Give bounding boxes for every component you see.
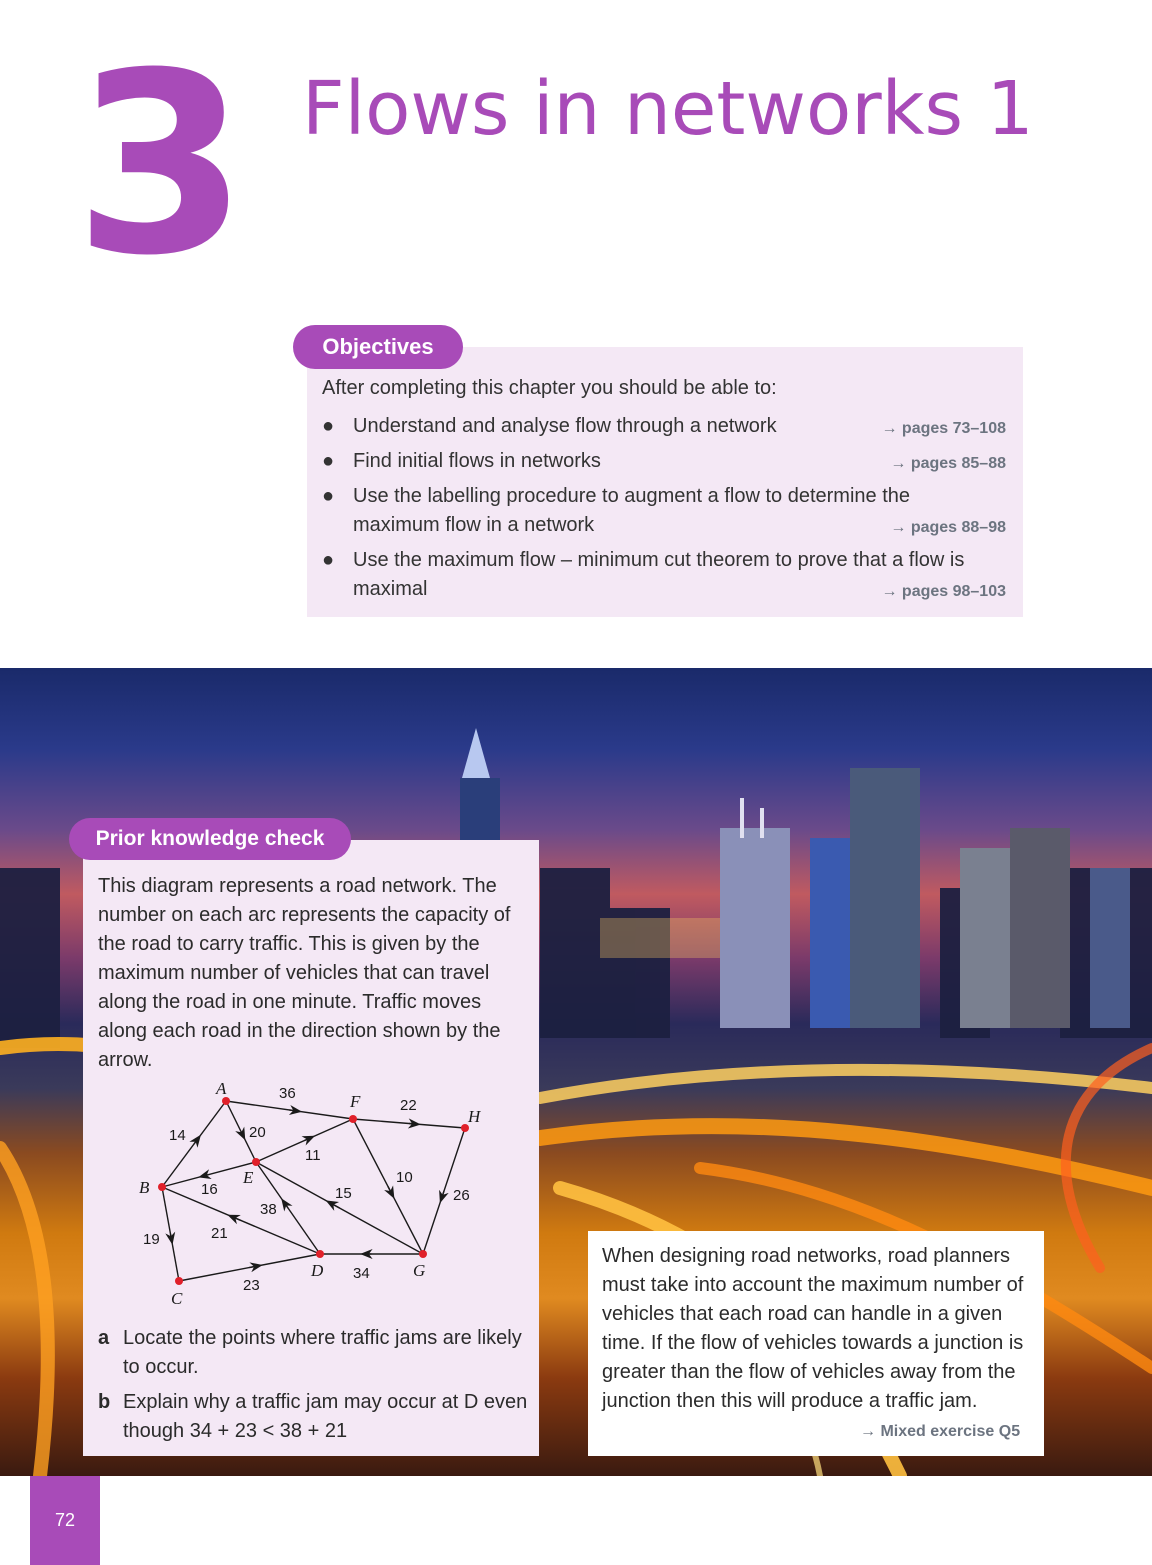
arc-arrow-icon bbox=[171, 1234, 172, 1239]
node-label: E bbox=[243, 1168, 254, 1187]
objective-text: Use the maximum flow – minimum cut theorem to prove that a flow is maximal bbox=[353, 549, 965, 600]
arc-capacity-label: 14 bbox=[169, 1127, 186, 1144]
arc-arrow-icon bbox=[233, 1217, 241, 1220]
question-list bbox=[98, 1324, 530, 1452]
arc-capacity-label: 36 bbox=[279, 1085, 296, 1102]
bullet-icon: ● bbox=[322, 415, 335, 437]
arc-capacity-label: 11 bbox=[305, 1147, 321, 1164]
prior-knowledge-heading: Prior knowledge check bbox=[69, 818, 351, 860]
chapter-title: Flows in networks 1 bbox=[302, 66, 1034, 152]
node-label: A bbox=[216, 1079, 227, 1098]
arc-capacity-label: 22 bbox=[400, 1097, 417, 1114]
page-reference-link[interactable]: → pages 85–88 bbox=[890, 455, 1006, 472]
node-label: D bbox=[311, 1261, 324, 1280]
objective-text: Use the labelling procedure to augment a flow to determine the maximum flow in a network bbox=[353, 485, 911, 536]
arc-arrow-icon bbox=[194, 1140, 197, 1144]
page-reference-link[interactable]: → pages 73–108 bbox=[881, 420, 1006, 437]
question-text: Locate the points where traffic jams are likely to occur. bbox=[123, 1327, 522, 1378]
question-item bbox=[98, 1324, 530, 1382]
arc-capacity-label: 38 bbox=[260, 1201, 277, 1218]
objective-item bbox=[322, 482, 1012, 540]
arc-arrow-icon bbox=[331, 1203, 339, 1208]
arc-capacity-label: 10 bbox=[396, 1169, 413, 1186]
objective-item bbox=[322, 447, 1012, 476]
node-B bbox=[158, 1183, 166, 1191]
node-F bbox=[349, 1115, 357, 1123]
objectives-intro: After completing this chapter you should be able to: bbox=[322, 377, 777, 399]
objective-text: Understand and analyse flow through a network bbox=[353, 415, 777, 437]
arc-capacity-label: 15 bbox=[335, 1185, 352, 1202]
arc-capacity-label: 21 bbox=[211, 1225, 228, 1242]
page-reference-link[interactable]: → pages 88–98 bbox=[890, 519, 1006, 536]
node-D bbox=[316, 1250, 324, 1258]
objectives-heading: Objectives bbox=[293, 325, 463, 369]
road-network-diagram bbox=[83, 1070, 539, 1320]
bullet-icon: ● bbox=[322, 450, 335, 472]
arc-arrow-icon bbox=[442, 1191, 444, 1197]
node-C bbox=[175, 1277, 183, 1285]
node-label: C bbox=[171, 1289, 183, 1308]
node-label: H bbox=[468, 1107, 481, 1126]
arc-arrow-icon bbox=[388, 1187, 392, 1194]
mixed-exercise-link[interactable]: → Mixed exercise Q5 bbox=[860, 1423, 1021, 1440]
question-item bbox=[98, 1388, 530, 1446]
arc-arrow-icon bbox=[250, 1266, 257, 1267]
prior-knowledge-text: This diagram represents a road network. The number on each arc represents the capacity of the road to carry traffic. This is given by the maximum number of vehicles that can travel along the road in one minute. Traffic moves along each road in the direction shown by the arrow. bbox=[98, 875, 511, 1071]
node-E bbox=[252, 1158, 260, 1166]
arc-capacity-label: 16 bbox=[201, 1181, 218, 1198]
page-reference-link[interactable]: → pages 98–103 bbox=[881, 583, 1006, 600]
chapter-number: 3 bbox=[74, 19, 242, 310]
objective-item bbox=[322, 412, 1012, 441]
node-G bbox=[419, 1250, 427, 1258]
arc-arrow-icon bbox=[241, 1132, 243, 1135]
arc-capacity-label: 26 bbox=[453, 1187, 470, 1204]
arc-arrow-icon bbox=[290, 1110, 296, 1111]
node-A bbox=[222, 1097, 230, 1105]
arc-arrow-icon bbox=[305, 1138, 310, 1140]
arc-arrow-icon bbox=[285, 1203, 288, 1208]
node-label: G bbox=[413, 1261, 426, 1280]
arc-capacity-label: 34 bbox=[353, 1265, 370, 1282]
node-label: F bbox=[350, 1092, 361, 1111]
objective-item bbox=[322, 546, 1012, 604]
arc-capacity-label: 20 bbox=[249, 1124, 266, 1141]
objective-text: Find initial flows in networks bbox=[353, 450, 601, 472]
node-label: B bbox=[139, 1178, 150, 1197]
arc-capacity-label: 19 bbox=[143, 1231, 160, 1248]
question-letter: b bbox=[98, 1391, 111, 1413]
bullet-icon: ● bbox=[322, 485, 335, 507]
info-text: When designing road networks, road planners must take into account the maximum number of vehicles that each road can handle in a given time. If the flow of vehicles towards a junction is greater than the flow of vehicles away from the junction then this will produce a traffic jam. bbox=[602, 1245, 1024, 1412]
question-text: Explain why a traffic jam may occur at D even though 34 + 23 < 38 + 21 bbox=[123, 1391, 528, 1442]
arc-arrow-icon bbox=[204, 1175, 209, 1176]
question-letter: a bbox=[98, 1327, 110, 1349]
arc-capacity-label: 23 bbox=[243, 1277, 260, 1294]
bullet-icon: ● bbox=[322, 549, 335, 571]
page-number: 72 bbox=[54, 1510, 76, 1530]
objectives-list bbox=[322, 412, 1012, 610]
page-number-tab bbox=[30, 1476, 100, 1565]
